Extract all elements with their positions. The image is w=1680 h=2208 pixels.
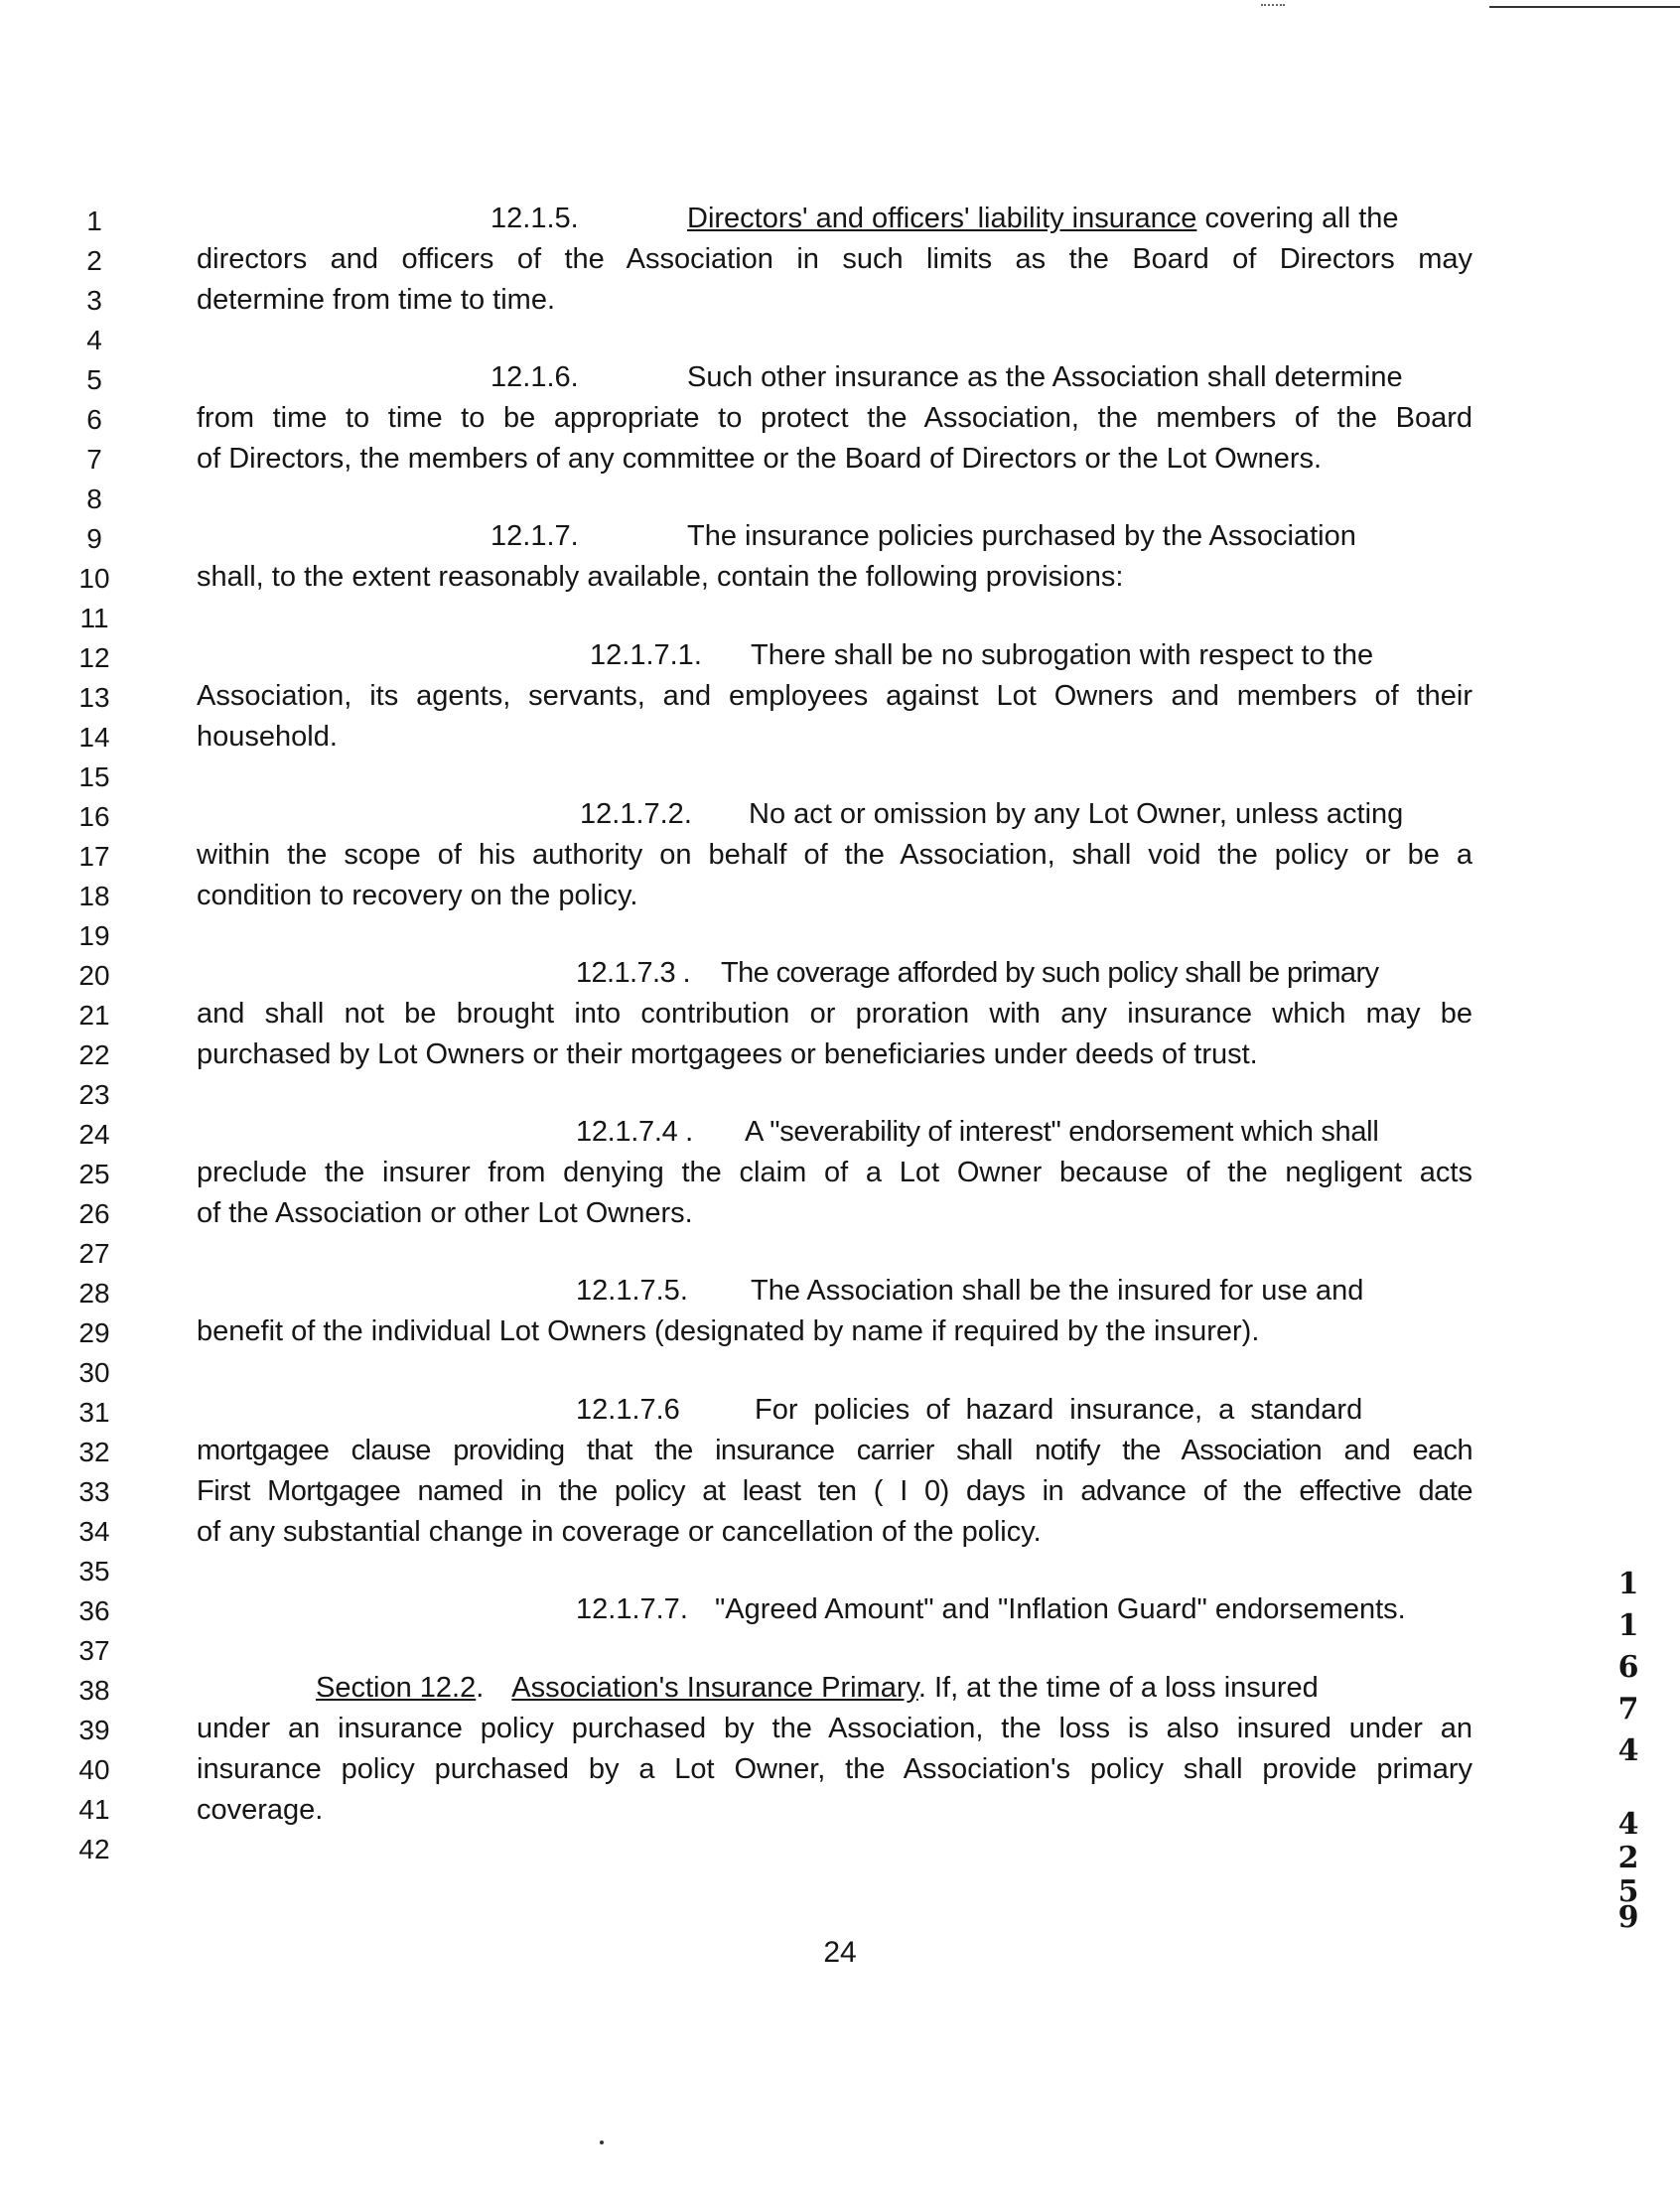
- para-12-1-7-3-line1: [576, 956, 1378, 990]
- line-number: 29: [78, 1317, 110, 1348]
- clause-text: covering all the: [1196, 203, 1399, 234]
- clause-number: 12.1.7.2.: [580, 798, 692, 830]
- side-stamp-digit: 7: [1617, 1692, 1639, 1726]
- para-12-1-7-4-line1: [576, 1115, 1378, 1149]
- clause-number: 12.1.7.4 .: [576, 1116, 693, 1148]
- line-number: 37: [78, 1635, 110, 1666]
- para-12-1-5-line1: [490, 202, 1399, 235]
- clause-number: 12.1.7.7.: [576, 1593, 688, 1625]
- line-number: 2: [86, 245, 102, 276]
- section-12-2-line1: [316, 1671, 1319, 1705]
- side-stamp-digit: 9: [1617, 1900, 1639, 1935]
- top-tick: [1261, 4, 1285, 6]
- clause-number: 12.1.7.5.: [576, 1275, 688, 1307]
- line-number: 32: [78, 1437, 110, 1467]
- clause-text: For policies of hazard insurance, a standard: [755, 1394, 1363, 1426]
- para-12-1-6-line2: from time to time to be appropriate to protect the Association, the members of the Board: [197, 402, 1472, 434]
- para-12-1-7-1-line2: Association, its agents, servants, and employees against Lot Owners and members of their: [197, 680, 1472, 712]
- para-12-1-7-6-line4: of any substantial change in coverage or cancellation of the policy.: [197, 1516, 1042, 1548]
- line-number: 4: [86, 325, 102, 355]
- clause-text: There shall be no subrogation with respect to the: [751, 639, 1374, 671]
- para-12-1-7-4-line2: preclude the insurer from denying the claim of a Lot Owner because of the negligent acts: [197, 1157, 1472, 1188]
- clause-text: The Association shall be the insured for use and: [751, 1275, 1364, 1307]
- line-number: 10: [78, 563, 110, 594]
- para-12-1-7-1-line1: [590, 638, 1373, 672]
- clause-number: 12.1.5.: [490, 203, 579, 234]
- para-12-1-7-1-line3: household.: [197, 721, 338, 753]
- line-number: 41: [78, 1794, 110, 1825]
- side-stamp-digit: 4: [1617, 1807, 1639, 1842]
- para-12-1-7-5-line2: benefit of the individual Lot Owners (designated by name if required by the insurer).: [197, 1315, 1260, 1347]
- line-number: 6: [86, 404, 102, 435]
- para-12-1-7-2-line1: [580, 797, 1403, 831]
- line-number: 14: [78, 722, 110, 753]
- side-stamp-digit: 1: [1617, 1608, 1639, 1643]
- line-number: 23: [78, 1079, 110, 1110]
- line-number: 28: [78, 1278, 110, 1309]
- para-12-1-6-line3: of Directors, the members of any committee or the Board of Directors or the Lot Owners.: [197, 443, 1323, 475]
- line-number: 11: [79, 603, 109, 633]
- clause-number: 12.1.7.: [490, 520, 579, 552]
- para-12-1-5-line3: determine from time to time.: [197, 284, 555, 316]
- para-12-1-7-4-line3: of the Association or other Lot Owners.: [197, 1197, 693, 1229]
- clause-text: The coverage afforded by such policy shall be primary: [721, 957, 1379, 989]
- clause-text: The insurance policies purchased by the Association: [687, 520, 1356, 552]
- line-number: 19: [78, 920, 110, 951]
- clause-number: 12.1.6.: [490, 361, 579, 393]
- line-number: 7: [86, 444, 102, 475]
- line-number: 20: [78, 960, 110, 991]
- line-number: 26: [78, 1198, 110, 1229]
- line-number: 24: [78, 1119, 110, 1150]
- line-number: 25: [78, 1159, 110, 1189]
- line-number: 21: [78, 1000, 110, 1031]
- line-number: 38: [78, 1675, 110, 1706]
- line-number: 12: [78, 642, 110, 673]
- line-number: 16: [78, 801, 110, 832]
- side-stamp-digit: 5: [1617, 1874, 1639, 1909]
- line-number: 31: [78, 1397, 110, 1428]
- clause-text: Such other insurance as the Association shall determine: [687, 361, 1403, 393]
- para-12-1-7-6-line1: [576, 1393, 1362, 1427]
- line-number: 17: [78, 841, 110, 872]
- para-12-1-7-line2: shall, to the extent reasonably available, contain the following provisions:: [197, 561, 1124, 593]
- line-number: 36: [78, 1595, 110, 1626]
- section-12-2-line3: insurance policy purchased by a Lot Owner, the Association's policy shall provide primary: [197, 1753, 1472, 1785]
- section-12-2-line4: coverage.: [197, 1794, 324, 1826]
- para-12-1-7-6-line2: mortgagee clause providing that the insurance carrier shall notify the Association and each: [197, 1435, 1472, 1466]
- clause-number: 12.1.7.3 .: [576, 957, 690, 989]
- line-number: 9: [86, 523, 102, 554]
- para-12-1-7-6-line3: First Mortgagee named in the policy at least ten ( I 0) days in advance of the effective date: [197, 1475, 1472, 1507]
- side-stamp-digit: 2: [1617, 1841, 1639, 1875]
- line-number: 15: [78, 761, 110, 792]
- stray-mark: [600, 2140, 604, 2144]
- section-dot: .: [476, 1672, 485, 1704]
- line-number: 1: [86, 206, 102, 236]
- section-12-2-line2: under an insurance policy purchased by the Association, the loss is also insured under an: [197, 1713, 1472, 1744]
- para-12-1-7-3-line3: purchased by Lot Owners or their mortgagees or beneficiaries under deeds of trust.: [197, 1038, 1258, 1070]
- line-number: 22: [78, 1039, 110, 1070]
- clause-number: 12.1.7.1.: [590, 639, 702, 671]
- line-number: 34: [78, 1516, 110, 1547]
- side-stamp-digit: 1: [1617, 1567, 1639, 1601]
- clause-number: 12.1.7.6: [576, 1394, 680, 1426]
- line-number: 40: [78, 1754, 110, 1785]
- line-number: 30: [78, 1357, 110, 1388]
- line-number: 42: [78, 1834, 110, 1864]
- para-12-1-7-3-line2: and shall not be brought into contribution or proration with any insurance which may be: [197, 998, 1472, 1030]
- para-12-1-7-5-line1: [576, 1274, 1363, 1308]
- para-12-1-5-line2: directors and officers of the Association in such limits as the Board of Directors may: [197, 243, 1472, 275]
- clause-text: A "severability of interest" endorsement which shall: [745, 1116, 1379, 1148]
- line-number: 18: [78, 881, 110, 911]
- para-12-1-7-2-line2: within the scope of his authority on behalf of the Association, shall void the policy or be a: [197, 839, 1472, 871]
- line-number: 33: [78, 1476, 110, 1507]
- page-number: 24: [823, 1936, 857, 1969]
- section-text: . If, at the time of a loss insured: [917, 1672, 1319, 1704]
- side-stamp-digit: 6: [1617, 1650, 1639, 1685]
- line-number: 5: [86, 364, 102, 395]
- side-stamp-digit: 4: [1617, 1733, 1639, 1768]
- clause-text: No act or omission by any Lot Owner, unless acting: [749, 798, 1404, 830]
- top-rule: [1489, 6, 1680, 8]
- section-label: Section 12.2: [316, 1672, 477, 1704]
- line-number: 3: [86, 285, 102, 316]
- clause-title: Directors' and officers' liability insurance: [687, 203, 1197, 234]
- clause-text: "Agreed Amount" and "Inflation Guard" endorsements.: [715, 1593, 1406, 1625]
- line-number: 27: [78, 1238, 110, 1269]
- section-title: Association's Insurance Primary: [511, 1672, 918, 1704]
- line-number: 35: [78, 1556, 110, 1587]
- para-12-1-7-line1: [490, 519, 1356, 553]
- line-number: 13: [78, 682, 110, 713]
- para-12-1-7-7-line1: [576, 1592, 1406, 1626]
- line-number: 8: [86, 483, 102, 514]
- line-number: 39: [78, 1715, 110, 1745]
- para-12-1-6-line1: [490, 360, 1403, 394]
- para-12-1-7-2-line3: condition to recovery on the policy.: [197, 880, 638, 911]
